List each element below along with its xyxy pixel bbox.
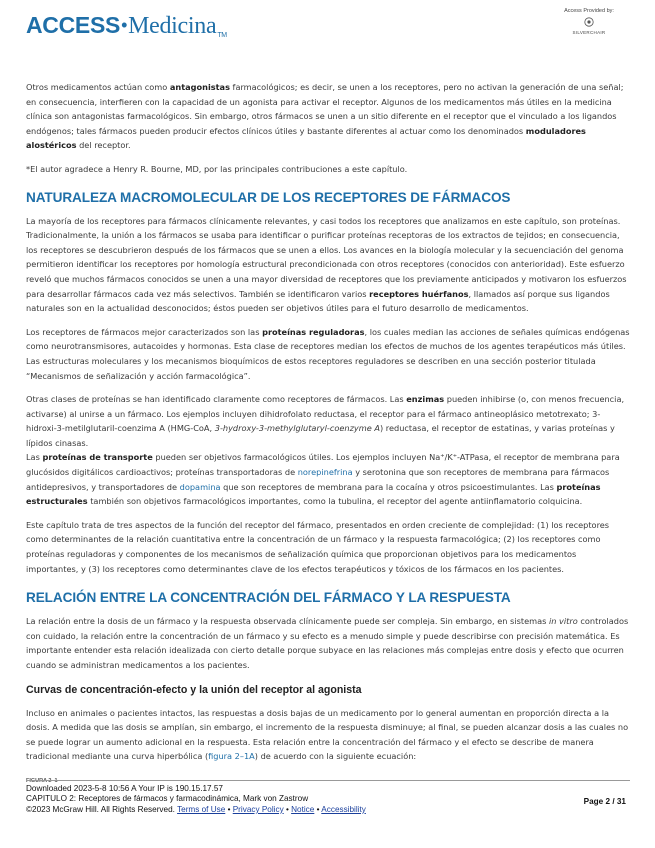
provided-by-label: Access Provided by: (564, 8, 614, 14)
paragraph-regulatory-proteins: Los receptores de fármacos mejor caracterizados son las proteínas reguladoras, los cuales median las acciones de señales químicas endógenas como neurotransmisores, autacoides y hormonas. Esta clase de receptores median los efectos de muchos de los agentes terapéuticos más útiles. Las estructuras moleculares y los mecanismos bioquímicos de estos receptores reguladores se describen en una sección posterior titulada “Mecanismos de señalización y acción farmacológica”. (26, 326, 630, 381)
page-footer (26, 777, 630, 815)
provided-by-block (549, 8, 629, 35)
paragraph-hyperbolic-curve: Incluso en animales o pacientes intactos, las respuestas a dosis bajas de un medicamento por lo general aumentan en proporción directa a la dosis. A medida que las dosis se amplían, sin embargo, el incremento de la respuesta disminuye; al final, se pueden alcanzar dosis a las cuales no se puede lograr un aumento adicional en la respuesta. Esta relación entre la concentración del fármaco y el efecto se describe de manera tradicional mediante una curva hiperbólica (figura 2–1A) de acuerdo con la siguiente ecuación: (26, 707, 629, 762)
terms-of-use-link[interactable]: Terms of Use (177, 804, 226, 814)
subsection-heading-curves: Curvas de concentración-efecto y la unión del receptor al agonista (26, 683, 362, 696)
section-heading-nature: NATURALEZA MACROMOLECULAR DE LOS RECEPTORES DE FÁRMACOS (26, 189, 511, 205)
link-figure-2-1a[interactable]: figura 2–1A (208, 751, 255, 762)
access-medicina-logo[interactable] (26, 12, 227, 40)
paragraph-transport-proteins: Las proteínas de transporte pueden ser objetivos farmacológicos útiles. Los ejemplos incluyen Na⁺/K⁺-ATPasa, el receptor de membrana para glucósidos digitálicos cardioactivos; proteínas transportadoras de norepinefrina y serotonina que son receptores de membrana para fármacos antidepresivos, y transportadores de dopamina que son receptores de membrana para la cocaína y otros psicoestimulantes. Las proteínas estructurales también son objetivos farmacológicos importantes, como la tubulina, el receptor del agente antiinflamatorio colquicina. (26, 452, 620, 507)
logo-access-text: ACCESS (26, 12, 121, 38)
download-info: Downloaded 2023-5-8 10:56 A Your IP is 190.15.17.57 (26, 784, 223, 793)
section-heading-relation: RELACIÓN ENTRE LA CONCENTRACIÓN DEL FÁRMACO Y LA RESPUESTA (26, 590, 511, 606)
link-dopamina[interactable]: dopamina (179, 481, 221, 492)
logo-medicina-text: Medicina (128, 13, 217, 39)
copyright-line: ©2023 McGraw Hill. All Rights Reserved. Terms of Use • Privacy Policy • Notice • Accessibility (26, 804, 366, 814)
paragraph-enzymes: Otras clases de proteínas se han identificado claramente como receptores de fármacos. Las enzimas pueden inhibirse (o, con menos frecuencia, activarse) al unirse a un fármaco. Los ejemplos incluyen dihidrofolato reductasa, el receptor para el fármaco antineoplásico metotrexato; 3-hidroxi-3-metilglutaril-coenzima A (HMG-CoA, 3-hydroxy-3-methylglutaryl-coenzyme A) reductasa, el receptor de estatinas, y varias proteínas y lípidos cinasas. (26, 394, 625, 448)
page-number: Page 2 / 31 (583, 797, 626, 806)
chapter-info: CAPITULO 2: Receptores de fármacos y farmacodinámica, Mark von Zastrow (26, 794, 309, 804)
article-body (26, 80, 630, 784)
link-norepinefrina[interactable]: norepinefrina (297, 467, 353, 478)
author-footnote: *El autor agradece a Henry R. Bourne, MD, por las principales contribuciones a este capítulo. (26, 163, 408, 174)
logo-dot-icon: • (121, 15, 128, 35)
figure-label: FIGURA 2–1 (26, 777, 58, 784)
page-header (0, 0, 655, 60)
privacy-policy-link[interactable]: Privacy Policy (232, 804, 284, 814)
accessibility-link[interactable]: Accessibility (321, 804, 366, 814)
institution-name: SILVERCHAIR (572, 30, 606, 35)
paragraph-antagonists: Otros medicamentos actúan como antagonistas farmacológicos; es decir, se unen a los receptores, pero no activan la generación de una señal; en consecuencia, interfieren con la capacidad de un agonista para activar el receptor. Algunos de los medicamentos más útiles en la medicina clínica son antagonistas farmacológicos. Sin embargo, otros fármacos se unen a un sitio diferente en el receptor que el vinculado a los ligandos endógenos; tales fármacos pueden producir efectos clínicos útiles y bastante diferentes al actuar como los denominados moduladores alostéricos del receptor. (26, 82, 624, 151)
notice-link[interactable]: Notice (291, 804, 315, 814)
paragraph-chapter-scope: Este capítulo trata de tres aspectos de la función del receptor del fármaco, presentados en orden creciente de complejidad: (1) los receptores como determinantes de la relación cuantitativa entre la concentración de un fármaco y la respuesta farmacológica; (2) los receptores como proteínas reguladoras y componentes de los mecanismos de señalización química que proporcionan objetivos para los medicamentos importantes, y (3) los receptores como determinantes clave de los efectos terapéuticos y tóxicos de los fármacos en los pacientes. (26, 519, 610, 574)
logo-tm: TM (217, 32, 227, 39)
paragraph-dose-response: La relación entre la dosis de un fármaco y la respuesta observada clínicamente puede ser compleja. Sin embargo, en sistemas in vitro controlados con cuidado, la relación entre la concentración de un fármaco y su efecto es a menudo simple y puede describirse con precisión matemática. Es importante entender esta relación idealizada con cierto detalle porque subyace en las relaciones más complejas entre dosis y efecto que ocurren cuando se administran medicamentos a los pacientes. (26, 616, 629, 670)
paragraph-proteins: La mayoría de los receptores para fármacos clínicamente relevantes, y casi todos los receptores que analizamos en este capítulo, son proteínas. Tradicionalmente, la unión a los fármacos se usaba para identificar o purificar proteínas receptoras de los extractos de tejidos; en consecuencia, los receptores se descubrieron después de los fármacos que se unen a ellos. Los avances en la biología molecular y la secuenciación del genoma permitieron identificar los receptores por homología estructural precondicionada con otros receptores (conocidos con anterioridad). Este esfuerzo reveló que muchos fármacos conocidos se unen a una mayor diversidad de receptores que los previamente anticipados y motivaron los esfuerzos para desarrollar fármacos cada vez más selectivos. También se identificaron varios receptores huérfanos, llamados así porque sus ligandos naturales son en la actualidad desconocidos; éstos pueden ser objetivos útiles para el futuro desarrollo de medicamentos. (26, 215, 627, 314)
institution-seal-icon (584, 17, 594, 27)
